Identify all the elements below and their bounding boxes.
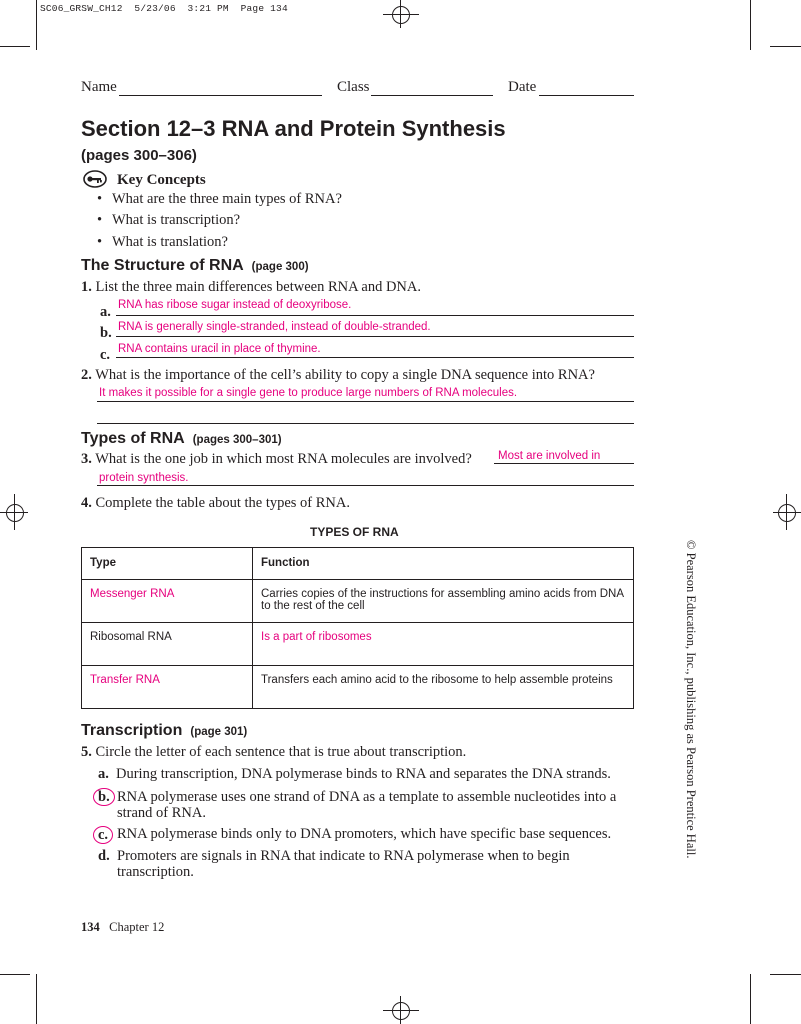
table-cell-function: Carries copies of the instructions for assembling amino acids from DNA to the rest of the cell	[253, 580, 634, 623]
answer-2: It makes it possible for a single gene to produce large numbers of RNA molecules.	[99, 387, 518, 399]
print-slug: SC06_GRSW_CH12 5/23/06 3:21 PM Page 134	[40, 3, 288, 14]
column-header: Type	[82, 548, 253, 580]
answer-line[interactable]	[116, 315, 634, 316]
circled-letter: c.	[93, 826, 113, 844]
table-title: TYPES OF RNA	[310, 525, 399, 539]
table-cell-type: Transfer RNA	[82, 666, 253, 709]
answer-letter-a: a.	[100, 304, 111, 320]
key-concept-item: • What is transcription?	[97, 212, 241, 228]
question-2: 2. What is the importance of the cell’s ability to copy a single DNA sequence into RNA?	[81, 367, 595, 383]
answer-line[interactable]	[97, 485, 634, 486]
answer-3-part1: Most are involved in	[498, 450, 601, 462]
section-title: Section 12–3 RNA and Protein Synthesis	[81, 116, 506, 141]
question-5: 5. Circle the letter of each sentence that is true about transcription.	[81, 744, 467, 760]
types-of-rna-table	[81, 547, 634, 709]
option-b[interactable]: b. RNA polymerase uses one strand of DNA as a template to assemble nucleotides into a strand of RNA.	[93, 788, 638, 806]
answer-line[interactable]	[116, 336, 634, 337]
answer-line[interactable]	[97, 401, 634, 402]
answer-letter-b: b.	[100, 325, 112, 341]
table-row	[82, 623, 634, 666]
class-field[interactable]	[371, 95, 493, 96]
question-3: 3. What is the one job in which most RNA molecules are involved?	[81, 451, 472, 467]
answer-line[interactable]	[97, 423, 634, 424]
question-4: 4. Complete the table about the types of RNA.	[81, 495, 351, 511]
name-field[interactable]	[119, 95, 322, 96]
table-cell-type: Messenger RNA	[82, 580, 253, 623]
section-pages: (pages 300–306)	[81, 147, 197, 164]
date-field[interactable]	[539, 95, 634, 96]
answer-3-part2: protein synthesis.	[99, 472, 189, 484]
answer-1b: RNA is generally single-stranded, instead of double-stranded.	[118, 321, 431, 333]
table-header-row	[82, 548, 634, 580]
key-concepts-heading: Key Concepts	[117, 172, 206, 188]
column-header: Function	[253, 548, 634, 580]
key-concept-item: • What are the three main types of RNA?	[97, 191, 342, 207]
circled-letter: b.	[93, 788, 115, 806]
name-label: Name	[81, 79, 117, 95]
key-concept-item: • What is translation?	[97, 234, 228, 250]
table-cell-type: Ribosomal RNA	[82, 623, 253, 666]
table-cell-function: Transfers each amino acid to the ribosome to help assemble proteins	[253, 666, 634, 709]
answer-line[interactable]	[494, 463, 634, 464]
answer-letter-c: c.	[100, 347, 111, 363]
answer-line[interactable]	[116, 357, 634, 358]
table-row	[82, 580, 634, 623]
question-1: 1. List the three main differences between RNA and DNA.	[81, 279, 421, 295]
option-c[interactable]: c. RNA polymerase binds only to DNA promoters, which have specific base sequences.	[93, 826, 638, 844]
structure-heading: The Structure of RNA (page 300)	[81, 257, 309, 274]
table-cell-function: Is a part of ribosomes	[253, 623, 634, 666]
class-label: Class	[337, 79, 370, 95]
page-footer: 134 Chapter 12	[81, 920, 165, 934]
table-row	[82, 666, 634, 709]
copyright-notice: © Pearson Education, Inc., publishing as Pearson Prentice Hall.	[684, 540, 698, 859]
types-heading: Types of RNA (pages 300–301)	[81, 430, 282, 447]
key-icon	[83, 170, 107, 193]
date-label: Date	[508, 79, 537, 95]
option-d[interactable]: d. Promoters are signals in RNA that indicate to RNA polymerase when to begin transcription.	[98, 848, 570, 880]
transcription-heading: Transcription (page 301)	[81, 722, 248, 739]
answer-1a: RNA has ribose sugar instead of deoxyribose.	[118, 299, 352, 311]
answer-1c: RNA contains uracil in place of thymine.	[118, 343, 321, 355]
option-a[interactable]: a. During transcription, DNA polymerase binds to RNA and separates the DNA strands.	[98, 766, 611, 782]
